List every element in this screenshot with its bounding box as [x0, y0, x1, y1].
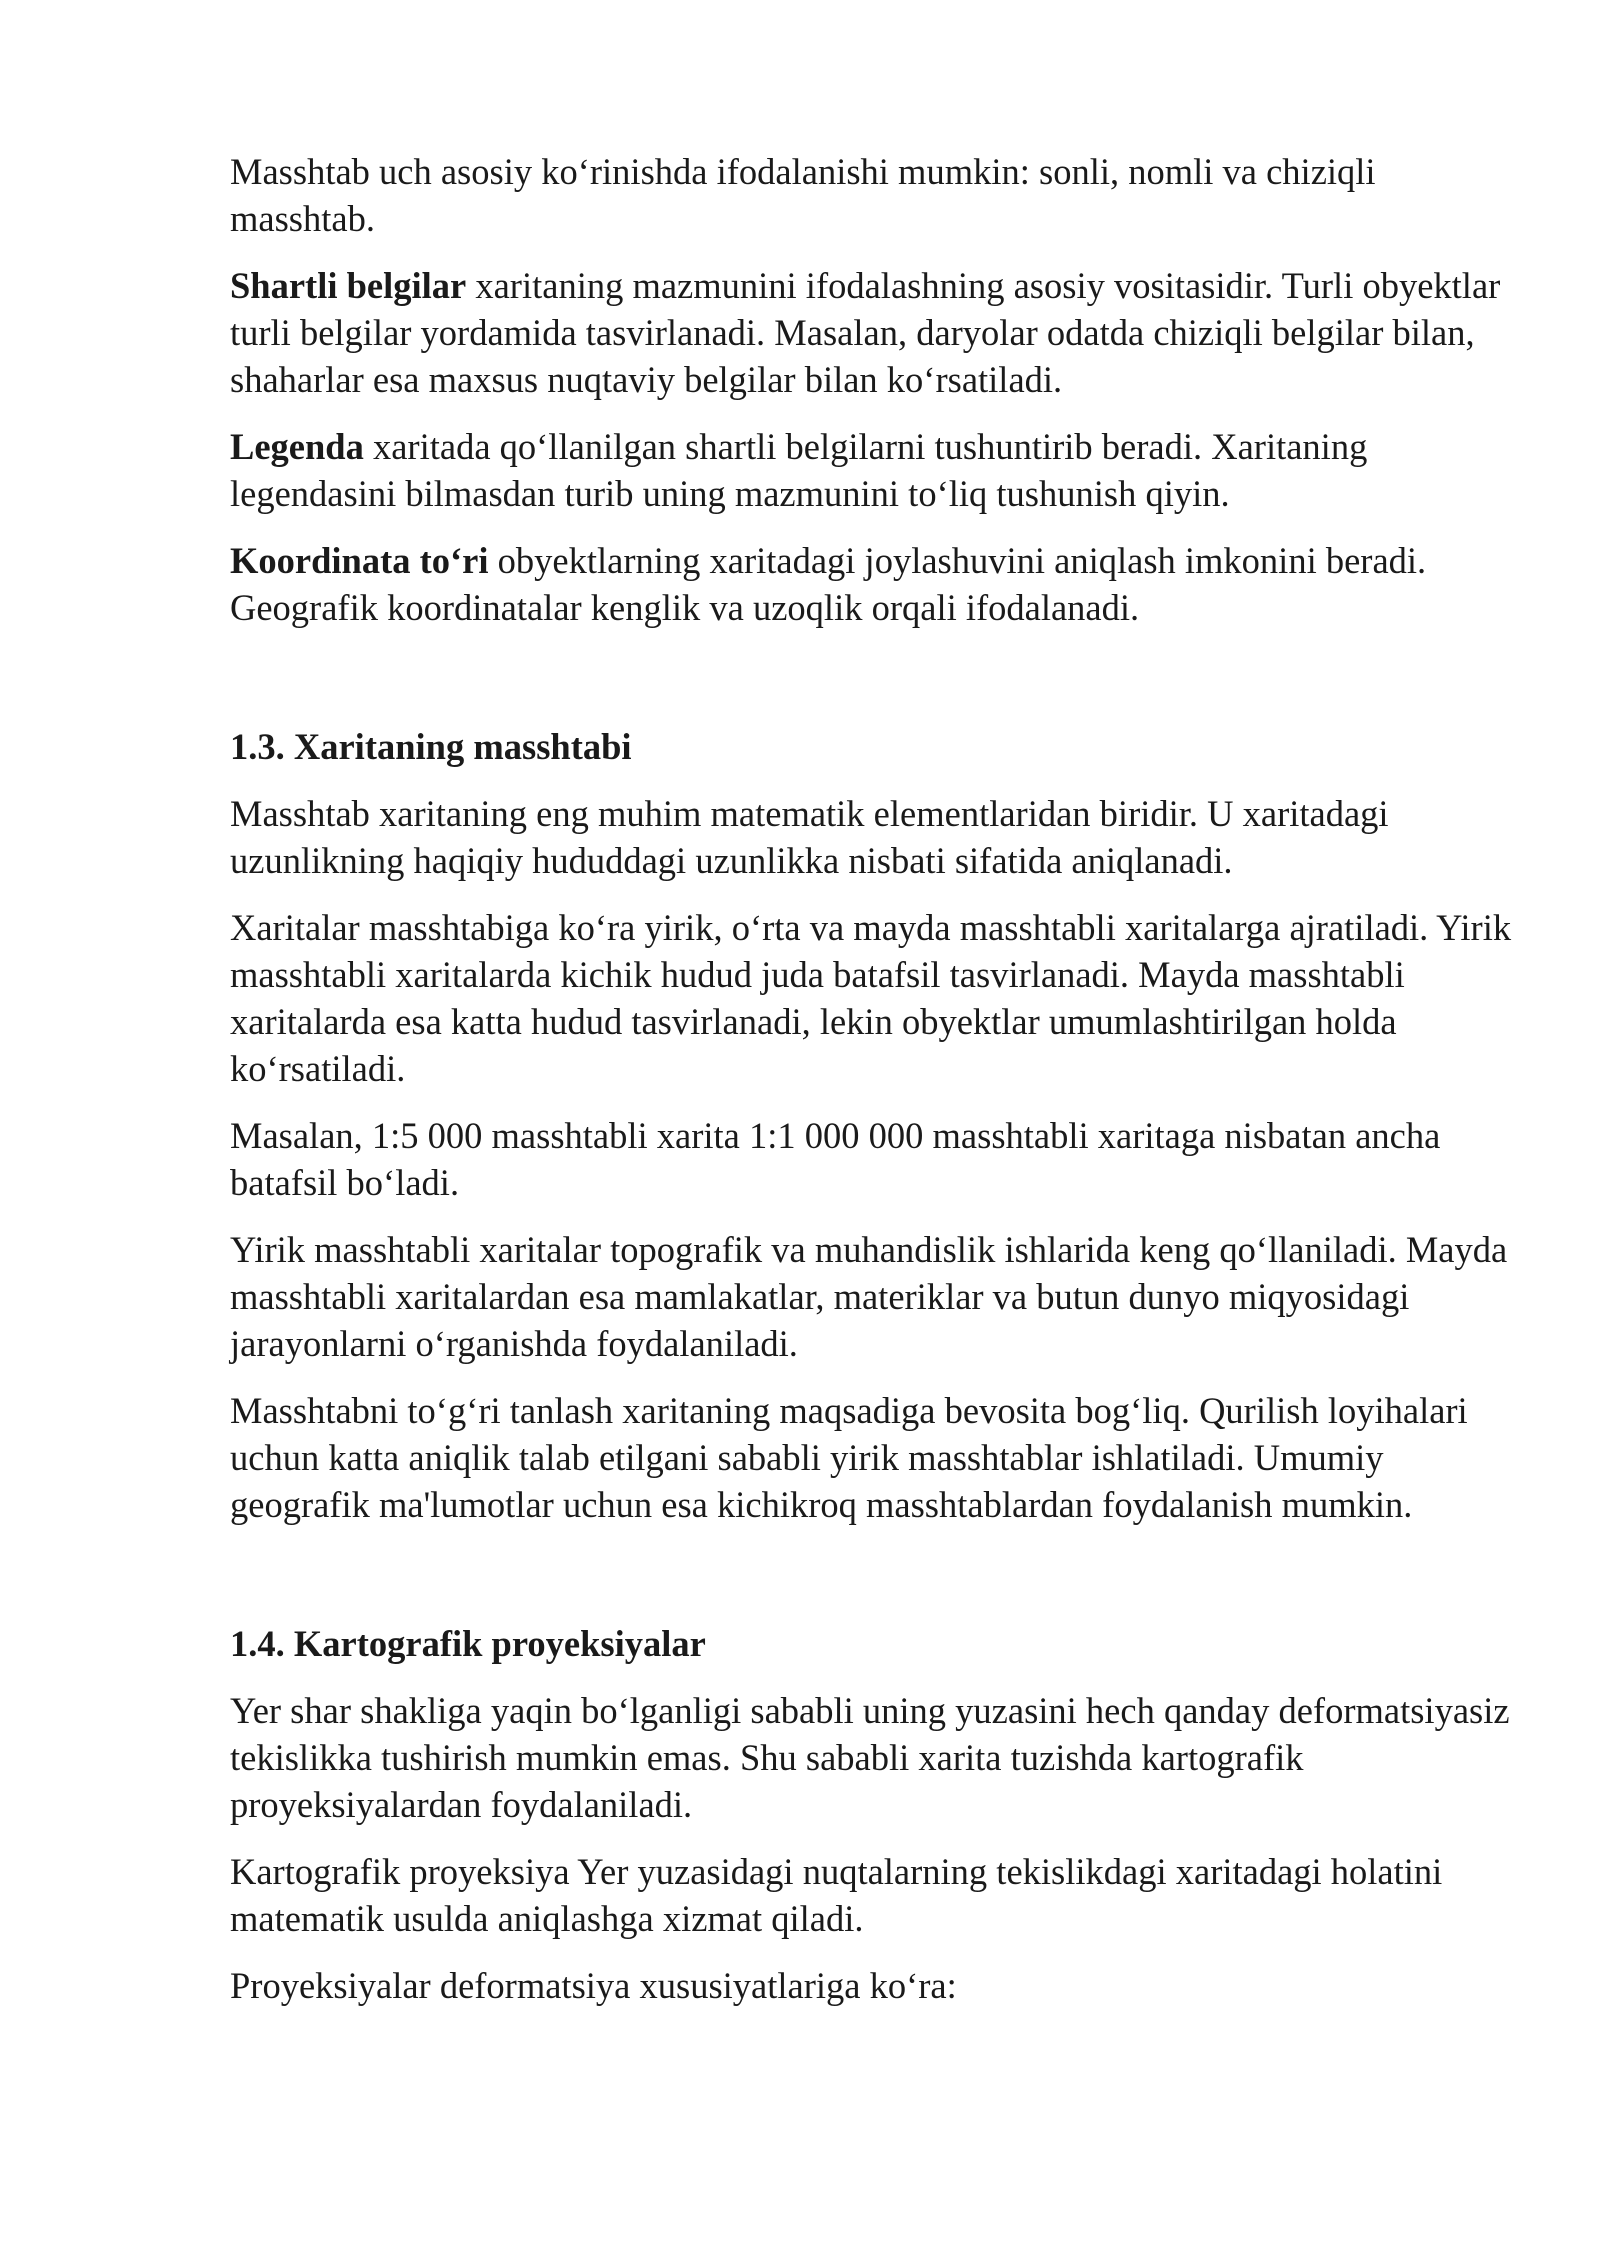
section-heading-1-4: 1.4. Kartografik proyeksiyalar: [230, 1623, 706, 1664]
paragraph: Masalan, 1:5 000 masshtabli xarita 1:1 000 000 masshtabli xaritaga nisbatan ancha batafsil boʻladi.: [230, 1115, 1441, 1203]
term-conventional-signs: Shartli belgilar: [230, 265, 467, 306]
document-page: [230, 148, 1520, 2029]
paragraph: Proyeksiyalar deformatsiya xususiyatlariga koʻra:: [230, 1965, 957, 2006]
section-spacer: [230, 651, 1520, 723]
section-heading-1-3: 1.3. Xaritaning masshtabi: [230, 726, 632, 767]
paragraph-coordinate-grid: [230, 537, 1520, 631]
paragraph-scale-types: Masshtab uch asosiy koʻrinishda ifodalanishi mumkin: sonli, nomli va chiziqli masshtab.: [230, 151, 1376, 239]
paragraph: Kartografik proyeksiya Yer yuzasidagi nuqtalarning tekislikdagi xaritadagi holatini matematik usulda aniqlashga xizmat qiladi.: [230, 1851, 1443, 1939]
paragraph-text: xaritada qoʻllanilgan shartli belgilarni tushuntirib beradi. Xaritaning legendasini bilmasdan turib uning mazmunini toʻliq tushunish qiyin.: [230, 426, 1368, 514]
term-coordinate-grid: Koordinata toʻri: [230, 540, 489, 581]
paragraph: Xaritalar masshtabiga koʻra yirik, oʻrta va mayda masshtabli xaritalarga ajratiladi. Yirik masshtabli xaritalarda kichik hudud juda batafsil tasvirlanadi. Mayda masshtabli xaritalarda esa katta hudud tasvirlanadi, lekin obyektlar umumlashtirilgan holda koʻrsatiladi.: [230, 907, 1512, 1089]
paragraph: Masshtab xaritaning eng muhim matematik elementlaridan biridir. U xaritadagi uzunlikning haqiqiy hududdagi uzunlikka nisbati sifatida aniqlanadi.: [230, 793, 1389, 881]
paragraph-legend: [230, 423, 1520, 517]
section-spacer: [230, 1548, 1520, 1620]
paragraph: Masshtabni toʻgʻri tanlash xaritaning maqsadiga bevosita bogʻliq. Qurilish loyihalari uchun katta aniqlik talab etilgani sababli yirik masshtablar ishlatiladi. Umumiy geografik ma'lumotlar uchun esa kichikroq masshtablardan foydalanish mumkin.: [230, 1390, 1468, 1525]
paragraph-text: xaritaning mazmunini ifodalashning asosiy vositasidir. Turli obyektlar turli belgilar yordamida tasvirlanadi. Masalan, daryolar odatda chiziqli belgilar bilan, shaharlar esa maxsus nuqtaviy belgilar bilan koʻrsatiladi.: [230, 265, 1501, 400]
paragraph-conventional-signs: [230, 262, 1520, 403]
paragraph: Yirik masshtabli xaritalar topografik va muhandislik ishlarida keng qoʻllaniladi. Mayda masshtabli xaritalardan esa mamlakatlar, materiklar va butun dunyo miqyosidagi jarayonlarni oʻrganishda foydalaniladi.: [230, 1229, 1508, 1364]
paragraph-text: obyektlarning xaritadagi joylashuvini aniqlash imkonini beradi. Geografik koordinatalar kenglik va uzoqlik orqali ifodalanadi.: [230, 540, 1427, 628]
paragraph: Yer shar shakliga yaqin boʻlganligi sababli uning yuzasini hech qanday deformatsiyasiz tekislikka tushirish mumkin emas. Shu sababli xarita tuzishda kartografik proyeksiyalardan foydalaniladi.: [230, 1690, 1510, 1825]
term-legend: Legenda: [230, 426, 364, 467]
